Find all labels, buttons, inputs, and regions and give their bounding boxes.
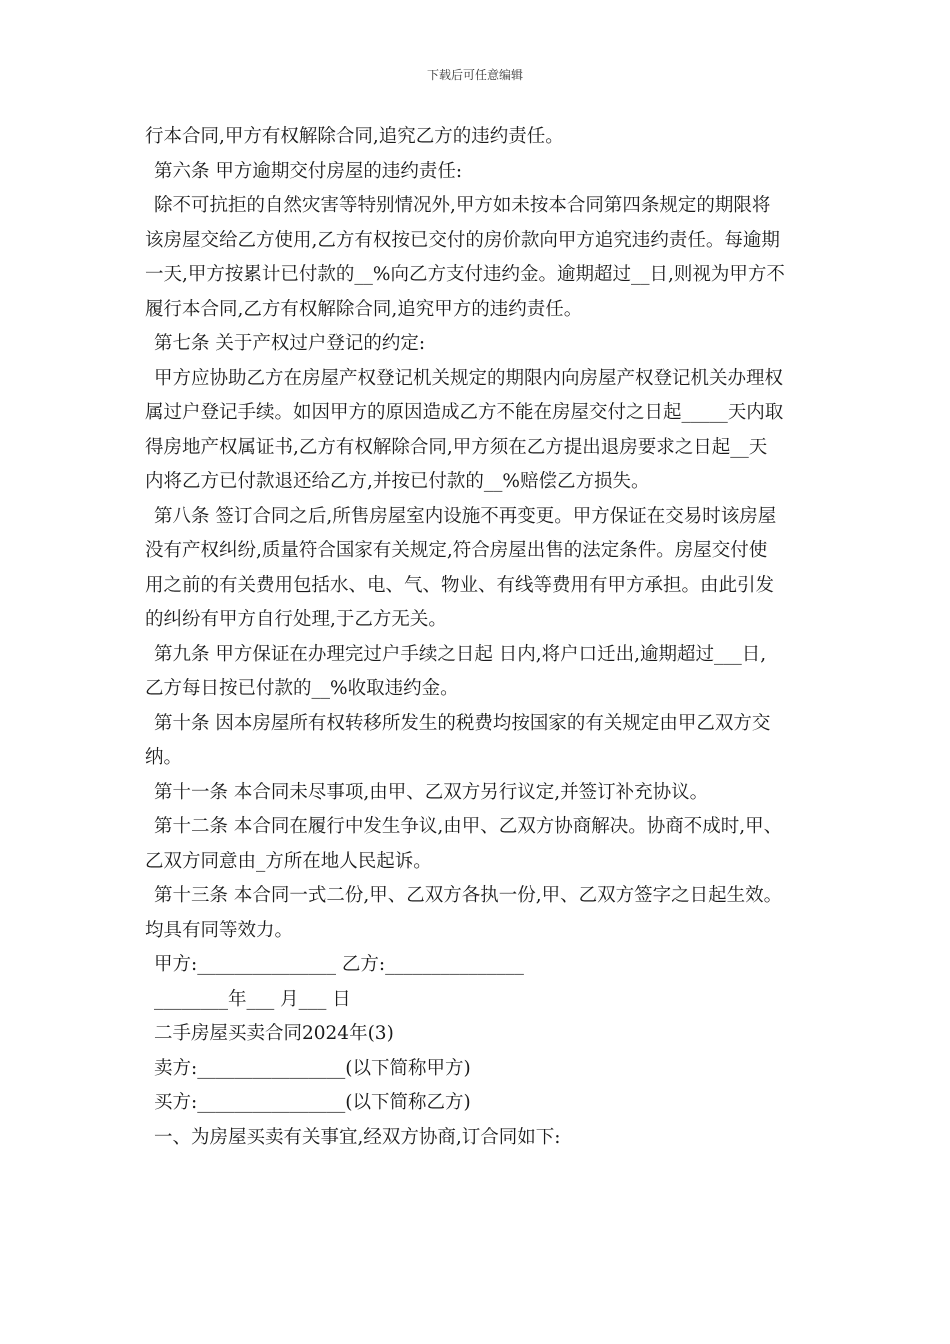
text-line: 一天,甲方按累计已付款的__%向乙方支付违约金。逾期超过__日,则视为甲方不	[145, 264, 785, 285]
seller-line: 卖方:________________(以下简称甲方)	[154, 1057, 471, 1079]
clause-heading-6: 第六条 甲方逾期交付房屋的违约责任:	[154, 160, 463, 182]
contract-title: 二手房屋买卖合同2024年(3)	[154, 1023, 394, 1044]
document-body	[145, 120, 820, 1155]
clause-8: 第八条 签订合同之后,所售房屋室内设施不再变更。甲方保证在交易时该房屋	[154, 505, 777, 527]
date-line: ________年___ 月___ 日	[154, 988, 351, 1010]
page-header: 下载后可任意编辑	[426, 68, 523, 82]
text-line: 除不可抗拒的自然灾害等特别情况外,甲方如未按本合同第四条规定的期限将	[154, 195, 771, 216]
text-line: 的纠纷有甲方自行处理,于乙方无关。	[145, 609, 447, 630]
text-line: 乙方每日按已付款的__%收取违约金。	[145, 678, 459, 699]
text-line: 均具有同等效力。	[145, 919, 294, 941]
buyer-line: 买方:________________(以下简称乙方)	[154, 1092, 471, 1113]
text-line: 没有产权纠纷,质量符合国家有关规定,符合房屋出售的法定条件。房屋交付使	[145, 540, 768, 561]
clause-9: 第九条 甲方保证在办理完过户手续之日起 日内,将户口迁出,逾期超过___日,	[154, 643, 767, 665]
clause-12: 第十二条 本合同在履行中发生争议,由甲、乙双方协商解决。协商不成时,甲、	[154, 816, 783, 837]
text-line: 行本合同,甲方有权解除合同,追究乙方的违约责任。	[145, 126, 564, 147]
clause-heading-7: 第七条 关于产权过户登记的约定:	[154, 333, 426, 354]
text-line: 乙双方同意由_方所在地人民起诉。	[145, 850, 432, 872]
text-line: 该房屋交给乙方使用,乙方有权按已交付的房价款向甲方追究违约责任。每逾期	[145, 229, 780, 251]
signature-line: 甲方:_______________ 乙方:_______________	[154, 954, 524, 975]
text-line: 纳。	[145, 747, 183, 768]
text-line: 内将乙方已付款退还给乙方,并按已付款的__%赔偿乙方损失。	[145, 471, 650, 492]
section-1-intro: 一、为房屋买卖有关事宜,经双方协商,订合同如下:	[154, 1126, 561, 1148]
text-line: 甲方应协助乙方在房屋产权登记机关规定的期限内向房屋产权登记机关办理权	[154, 367, 784, 389]
text-line: 得房地产权属证书,乙方有权解除合同,甲方须在乙方提出退房要求之日起__天	[145, 436, 768, 458]
text-line: 用之前的有关费用包括水、电、气、物业、有线等费用有甲方承担。由此引发	[145, 574, 775, 596]
text-line: 履行本合同,乙方有权解除合同,追究甲方的违约责任。	[145, 298, 583, 320]
clause-10: 第十条 因本房屋所有权转移所发生的税费均按国家的有关规定由甲乙双方交	[154, 712, 771, 734]
clause-13: 第十三条 本合同一式二份,甲、乙双方各执一份,甲、乙双方签字之日起生效。	[154, 885, 783, 906]
text-line: 属过户登记手续。如因甲方的原因造成乙方不能在房屋交付之日起_____天内取	[145, 402, 784, 423]
clause-11: 第十一条 本合同未尽事项,由甲、乙双方另行议定,并签订补充协议。	[154, 781, 709, 803]
